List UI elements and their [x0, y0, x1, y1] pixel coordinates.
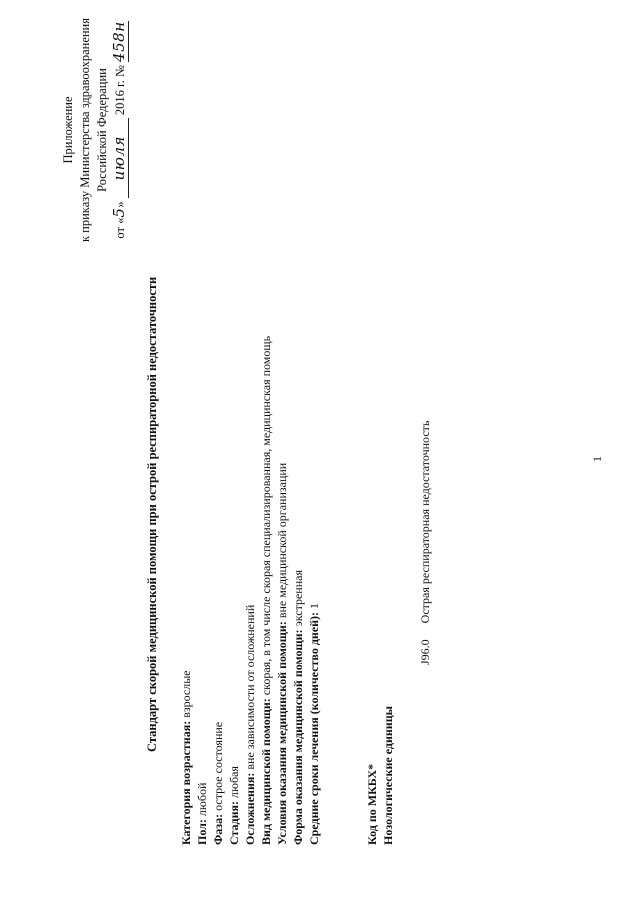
date-prefix: от « [113, 217, 127, 239]
document-title: Стандарт скорой медицинской помощи при острой респираторной недостаточности [145, 276, 159, 752]
param-phase: Фаза: острое состояние [211, 721, 225, 845]
param-duration: Средние сроки лечения (количество дней): 1 [307, 602, 321, 845]
code-header-line-1: Код по МКБХ* [365, 763, 379, 845]
code-header [364, 706, 396, 845]
param-care-conditions: Условия оказания медицинской помощи: вне медицинской организации [275, 462, 289, 845]
diagnosis-row [418, 421, 433, 665]
date-month: июля [111, 118, 129, 198]
date-year: 2016 г. № [113, 65, 127, 116]
diagnosis-name: Острая респираторная недостаточность [418, 420, 432, 624]
param-sex: Пол: любой [195, 782, 209, 845]
param-stage: Стадия: любая [227, 766, 241, 845]
page-number: 1 [590, 456, 604, 462]
order-number: 458н [110, 21, 128, 62]
params-list [178, 336, 322, 845]
param-age: Категория возрастная: взрослые [179, 670, 193, 845]
diagnosis-code: J96.0 [418, 639, 432, 665]
appendix-line-2: Российской Федерации [95, 68, 109, 192]
code-header-line-2: Нозологические единицы [381, 705, 395, 845]
appendix-line-1: к приказу Министерства здравоохранения [78, 18, 92, 243]
date-day: 5 [110, 207, 128, 218]
appendix-title: Приложение [61, 96, 75, 164]
param-care-form: Форма оказания медицинской помощи: экстренная [291, 570, 305, 845]
param-care-type: Вид медицинской помощи: скорая, в том числе скорая специализированная, медицинская помощь [259, 335, 273, 845]
date-mid: » [113, 201, 127, 208]
appendix-date-line [111, 0, 129, 316]
param-complications: Осложнения: вне зависимости от осложнений [243, 604, 257, 845]
appendix-block [60, 0, 129, 316]
